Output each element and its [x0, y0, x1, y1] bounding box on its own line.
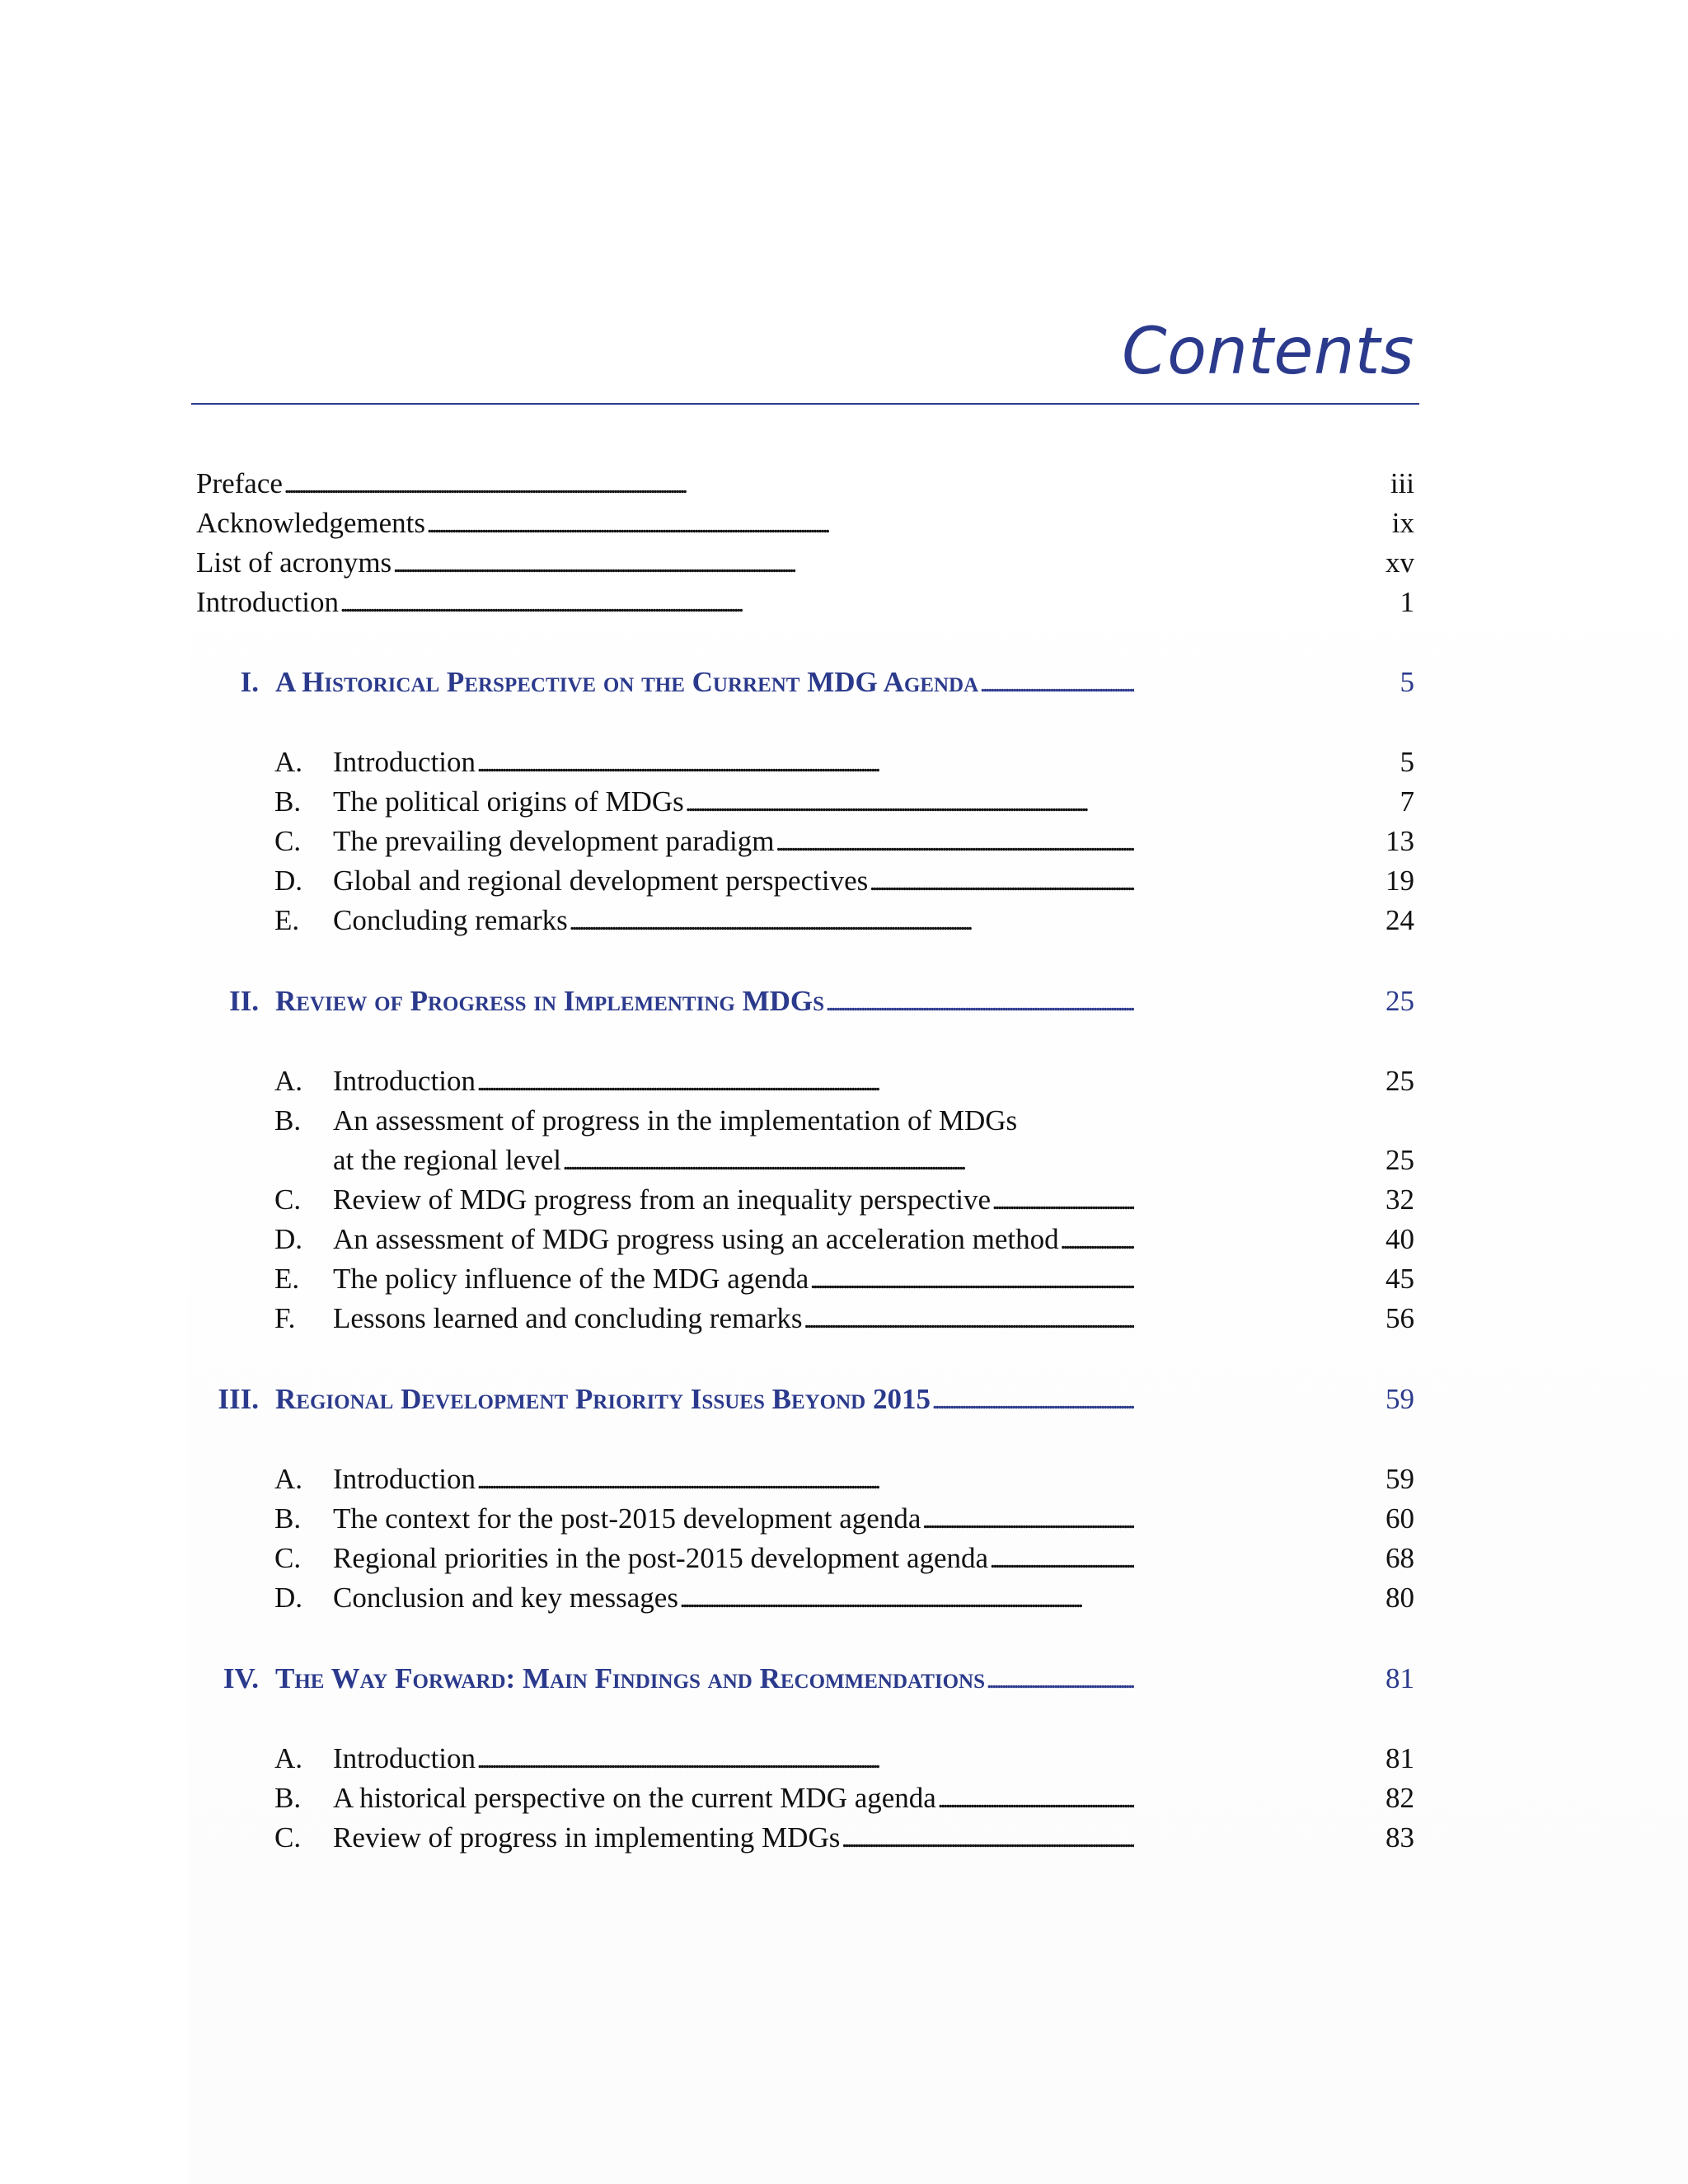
toc-section[interactable]: [0, 1820, 1688, 1856]
page-title: Contents: [1122, 315, 1414, 389]
section-page: 68: [1386, 1542, 1414, 1574]
section-page: 7: [1400, 785, 1414, 818]
section-label: Lessons learned and concluding remarks . . .: [333, 1301, 1134, 1338]
section-page: 40: [1386, 1223, 1414, 1255]
section-letter: A.: [274, 1065, 303, 1097]
chapter-page: 81: [1386, 1662, 1414, 1694]
section-page: 24: [1386, 904, 1414, 936]
toc-section[interactable]: [0, 1221, 1688, 1258]
section-page: 32: [1386, 1183, 1414, 1216]
section-label: Concluding remarks . . .: [333, 902, 1134, 940]
section-label: The context for the post-2015 development agenda . . .: [333, 1501, 1134, 1539]
section-letter: E.: [274, 904, 300, 936]
chapter-title: Regional Development Priority Issues Beyond 2015 . . .: [275, 1381, 1134, 1419]
toc-entry-page: 1: [1400, 586, 1414, 618]
section-letter: C.: [274, 825, 302, 857]
section-label: The policy influence of the MDG agenda . . .: [333, 1261, 1134, 1299]
toc-section[interactable]: [0, 823, 1688, 860]
toc-section[interactable]: [0, 1103, 1688, 1139]
toc-section[interactable]: [0, 1540, 1688, 1577]
chapter-numeral: IV.: [223, 1662, 259, 1694]
section-page: 25: [1386, 1144, 1414, 1176]
section-letter: C.: [274, 1542, 302, 1574]
toc-entry-label: List of acronyms . . .: [196, 545, 1134, 583]
section-label: Regional priorities in the post-2015 development agenda . . .: [333, 1540, 1134, 1578]
section-letter: B.: [274, 1782, 302, 1814]
section-letter: D.: [274, 865, 303, 897]
section-letter: C.: [274, 1183, 302, 1216]
chapter-page: 25: [1386, 985, 1414, 1017]
section-letter: A.: [274, 1742, 303, 1774]
toc-entry-page: ix: [1391, 507, 1414, 539]
section-letter: C.: [274, 1821, 302, 1854]
section-letter: D.: [274, 1582, 303, 1614]
section-letter: D.: [274, 1223, 303, 1255]
section-page: 56: [1386, 1302, 1414, 1334]
section-label: Review of progress in implementing MDGs . . .: [333, 1820, 1134, 1858]
section-label: A historical perspective on the current MDG agenda . . .: [333, 1780, 1134, 1818]
section-label: An assessment of MDG progress using an acceleration method . . .: [333, 1221, 1134, 1259]
toc-section[interactable]: [0, 1741, 1688, 1777]
toc-entry-label: Introduction . . .: [196, 584, 1134, 622]
toc-section[interactable]: [0, 1182, 1688, 1218]
chapter-page: 5: [1400, 666, 1414, 698]
section-page: 80: [1386, 1582, 1414, 1614]
section-label: Review of MDG progress from an inequality perspective . . .: [333, 1182, 1134, 1220]
chapter-numeral: I.: [240, 666, 259, 698]
section-page: 60: [1386, 1502, 1414, 1535]
toc-section[interactable]: [0, 1261, 1688, 1297]
section-label: An assessment of progress in the implementation of MDGs: [333, 1104, 1018, 1137]
section-label: Conclusion and key messages . . .: [333, 1580, 1134, 1618]
chapter-page: 59: [1386, 1383, 1414, 1415]
toc-entry-label: Acknowledgements . . .: [196, 505, 1134, 543]
section-label: Introduction . . .: [333, 1063, 1134, 1101]
toc-section[interactable]: [0, 1063, 1688, 1099]
toc-entry-acknowledgements[interactable]: [0, 505, 1688, 541]
section-letter: A.: [274, 746, 303, 778]
section-letter: F.: [274, 1302, 296, 1334]
section-letter: B.: [274, 1502, 302, 1535]
toc-entry-page: iii: [1390, 467, 1414, 499]
toc-entry-list-of-acronyms[interactable]: [0, 545, 1688, 581]
section-label: The prevailing development paradigm . . .: [333, 823, 1134, 861]
chapter-numeral: III.: [218, 1383, 259, 1415]
section-page: 19: [1386, 865, 1414, 897]
section-label: The political origins of MDGs . . .: [333, 784, 1134, 822]
toc-section[interactable]: [0, 902, 1688, 939]
toc-chapter-4[interactable]: [0, 1661, 1688, 1697]
section-page: 13: [1386, 825, 1414, 857]
toc-entry-page: xv: [1386, 546, 1414, 579]
toc-section[interactable]: [0, 1780, 1688, 1816]
chapter-numeral: II.: [229, 985, 259, 1017]
section-page: 25: [1386, 1065, 1414, 1097]
toc-section[interactable]: [0, 744, 1688, 780]
toc-section[interactable]: [0, 863, 1688, 899]
section-page: 5: [1400, 746, 1414, 778]
toc-chapter-1[interactable]: [0, 664, 1688, 701]
section-page: 59: [1386, 1463, 1414, 1495]
section-letter: E.: [274, 1263, 300, 1295]
section-letter: A.: [274, 1463, 303, 1495]
section-label-continued: at the regional level . . .: [333, 1142, 1134, 1180]
toc-entry-introduction[interactable]: [0, 584, 1688, 621]
section-page: 82: [1386, 1782, 1414, 1814]
toc-section-continued[interactable]: [0, 1142, 1688, 1179]
section-page: 81: [1386, 1742, 1414, 1774]
section-label: Introduction . . .: [333, 744, 1134, 782]
toc-section[interactable]: [0, 1301, 1688, 1337]
section-page: 83: [1386, 1821, 1414, 1854]
toc-section[interactable]: [0, 1580, 1688, 1616]
chapter-title: A Historical Perspective on the Current MDG Agenda . . .: [275, 664, 1134, 702]
section-letter: B.: [274, 1104, 302, 1137]
toc-entry-label: Preface . . .: [196, 466, 1134, 504]
section-label: Introduction . . .: [333, 1461, 1134, 1499]
chapter-title: Review of Progress in Implementing MDGs . . .: [275, 983, 1134, 1021]
section-label: Global and regional development perspectives . . .: [333, 863, 1134, 901]
toc-section[interactable]: [0, 1501, 1688, 1537]
toc-entry-preface[interactable]: [0, 466, 1688, 502]
toc-chapter-2[interactable]: [0, 983, 1688, 1019]
toc-section[interactable]: [0, 784, 1688, 820]
chapter-title: The Way Forward: Main Findings and Recommendations . . .: [275, 1661, 1134, 1699]
section-label: Introduction . . .: [333, 1741, 1134, 1779]
toc-section[interactable]: [0, 1461, 1688, 1497]
section-page: 45: [1386, 1263, 1414, 1295]
toc-chapter-3[interactable]: [0, 1381, 1688, 1418]
section-letter: B.: [274, 785, 302, 818]
